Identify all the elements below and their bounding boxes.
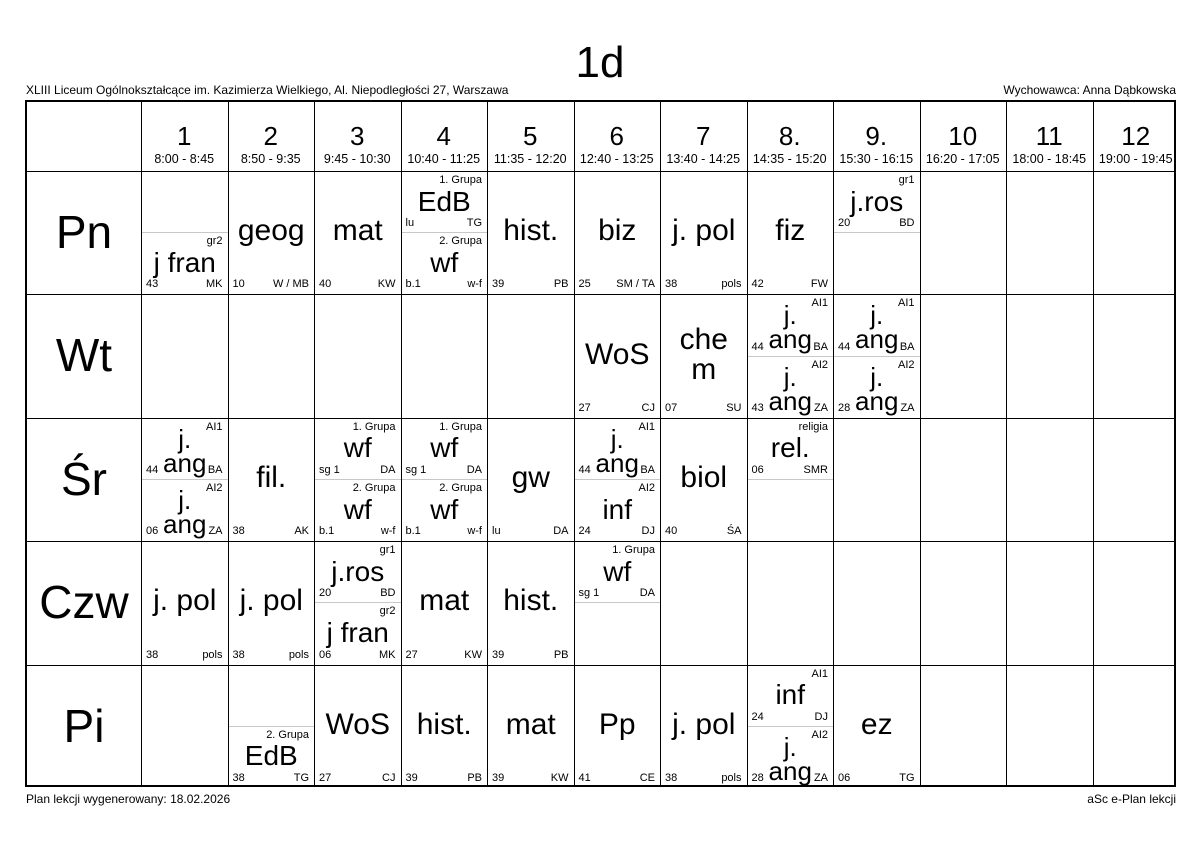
room-number: 43 [751, 401, 764, 414]
teacher-code: BA [640, 463, 655, 476]
group-label: AI2 [638, 481, 655, 494]
room-number: 06 [146, 525, 159, 538]
lesson-cell[interactable] [142, 419, 228, 541]
subject-name: Pp [598, 707, 636, 741]
teacher-code: pols [721, 771, 742, 784]
lesson-slot [575, 666, 661, 788]
subject-name: mat [505, 707, 556, 741]
lesson-cell[interactable] [575, 419, 661, 541]
teacher-code: ZA [813, 401, 828, 414]
lesson-slot [402, 172, 488, 233]
teacher-code: CJ [382, 771, 396, 784]
lesson-cell[interactable] [488, 542, 574, 664]
lesson-slot [834, 172, 920, 233]
lesson-slot [488, 172, 574, 294]
lesson-cell[interactable] [661, 172, 747, 294]
subject-name: biol [680, 460, 728, 494]
period-time: 16:20 - 17:05 [925, 152, 1000, 166]
lesson-cell[interactable] [661, 419, 747, 541]
room-number: 27 [405, 648, 418, 661]
group-label: AI1 [811, 297, 828, 310]
lesson-slot [402, 542, 488, 664]
subject-name: wf [430, 246, 459, 278]
room-number: 38 [146, 648, 159, 661]
teacher-code: MK [206, 278, 223, 291]
lesson-slot [748, 727, 834, 788]
teacher-code: TG [293, 771, 309, 784]
subject-name: wf [430, 493, 459, 525]
room-number: 06 [319, 648, 332, 661]
group-label: 1. Grupa [612, 544, 655, 557]
room-number: 27 [319, 771, 332, 784]
room-number: 40 [665, 525, 678, 538]
teacher-code: W / MB [272, 278, 309, 291]
subject-name: wf [603, 555, 632, 587]
lesson-slot [834, 233, 920, 294]
period-number: 8. [778, 121, 801, 151]
subject-name: mat [332, 214, 383, 248]
lesson-slot [402, 666, 488, 788]
lesson-cell[interactable] [402, 172, 488, 294]
lesson-cell[interactable] [834, 666, 920, 788]
subject-name: j. ang [595, 423, 639, 478]
period-time: 10:40 - 11:25 [407, 152, 481, 166]
teacher-code: CE [639, 771, 655, 784]
group-label: 2. Grupa [266, 728, 309, 741]
teacher-code: PB [467, 771, 482, 784]
group-label: AI1 [638, 420, 655, 433]
room-number: 20 [319, 587, 332, 600]
room-number: 44 [838, 340, 851, 353]
lesson-slot [575, 172, 661, 294]
lesson-cell[interactable] [229, 419, 315, 541]
teacher-code: w-f [467, 525, 482, 538]
room-number: 27 [578, 401, 591, 414]
room-number: 07 [665, 401, 678, 414]
teacher-code: SM / TA [616, 278, 655, 291]
column-divider [920, 102, 921, 785]
teacher-code: DA [380, 463, 396, 476]
room-number: 39 [405, 771, 418, 784]
group-label: gr2 [206, 235, 223, 248]
column-divider [1006, 102, 1007, 785]
period-header [141, 102, 228, 171]
teacher-code: BA [899, 340, 915, 353]
lesson-cell[interactable] [315, 172, 401, 294]
group-label: 2. Grupa [439, 235, 482, 248]
room-number: 10 [232, 278, 245, 291]
period-time: 11:35 - 12:20 [493, 152, 567, 166]
period-number: 11 [1035, 121, 1063, 151]
teacher-code: SU [726, 401, 742, 414]
group-label: AI2 [897, 358, 915, 371]
subject-name: wf [343, 493, 372, 525]
subject-name: fiz [775, 214, 806, 248]
lesson-slot [229, 419, 315, 541]
room-number: 40 [319, 278, 332, 291]
subject-name: j fran [153, 246, 216, 278]
teacher-code: ZA [208, 525, 223, 538]
lesson-slot [661, 666, 747, 788]
teacher-code: MK [379, 648, 396, 661]
class-title: 1d [575, 38, 625, 87]
group-label: AI2 [811, 728, 828, 741]
lesson-slot [748, 172, 834, 294]
period-number: 6 [609, 121, 624, 151]
room-number: 25 [578, 278, 591, 291]
subject-name: WoS [585, 337, 650, 371]
lesson-cell[interactable] [748, 666, 834, 788]
subject-name: che m [679, 322, 728, 386]
subject-name: j. ang [768, 300, 812, 355]
subject-name: wf [430, 432, 459, 464]
teacher-code: w-f [380, 525, 396, 538]
room-number: lu [492, 525, 501, 538]
lesson-slot [748, 295, 834, 356]
lesson-cell[interactable] [315, 419, 401, 541]
lesson-slot [575, 419, 661, 480]
day-label: Pn [55, 206, 113, 258]
room-number: 41 [578, 771, 591, 784]
lesson-slot [402, 419, 488, 480]
period-header [487, 102, 574, 171]
subject-name: EdB [417, 185, 471, 217]
lesson-cell[interactable] [142, 542, 228, 664]
lesson-slot [661, 172, 747, 294]
lesson-cell[interactable] [488, 419, 574, 541]
teacher-code: DA [639, 587, 655, 600]
subject-name: j. pol [672, 214, 736, 248]
period-number: 7 [696, 121, 711, 151]
room-number: 24 [578, 525, 591, 538]
teacher-code: TG [466, 217, 482, 230]
room-number: 38 [665, 278, 678, 291]
teacher-code: DJ [641, 525, 655, 538]
teacher-code: SMR [803, 463, 828, 476]
subject-name: hist. [416, 707, 472, 741]
subject-name: j.ros [331, 555, 385, 587]
lesson-cell[interactable] [575, 172, 661, 294]
room-number: 39 [492, 648, 505, 661]
generated-date: Plan lekcji wygenerowany: 18.02.2026 [26, 792, 231, 806]
subject-name: j. ang [768, 731, 812, 786]
period-number: 4 [436, 121, 451, 151]
subject-name: WoS [325, 707, 390, 741]
period-header [833, 102, 920, 171]
group-label: AI1 [205, 420, 223, 433]
room-number: sg 1 [319, 463, 340, 476]
lesson-slot [142, 542, 228, 664]
lesson-cell[interactable] [748, 172, 834, 294]
room-number: sg 1 [578, 587, 600, 600]
lesson-cell[interactable] [575, 542, 661, 664]
app-brand: aSc e-Plan lekcji [1087, 792, 1176, 806]
lesson-slot [488, 542, 574, 664]
group-label: religia [798, 420, 828, 433]
period-header [660, 102, 747, 171]
room-number: 39 [492, 278, 505, 291]
group-label: gr2 [379, 605, 396, 618]
room-number: 44 [578, 463, 591, 476]
subject-name: inf [775, 679, 806, 711]
teacher-code: BD [380, 587, 396, 600]
teacher-code: pols [202, 648, 223, 661]
room-number: 42 [751, 278, 764, 291]
group-label: AI1 [897, 297, 915, 310]
room-number: 06 [838, 771, 851, 784]
teacher-code: DJ [814, 710, 828, 723]
teacher-code: BD [899, 217, 915, 230]
lesson-slot [748, 357, 834, 418]
room-number: 38 [232, 771, 245, 784]
group-label: AI1 [811, 667, 828, 680]
lesson-cell[interactable] [402, 542, 488, 664]
subject-name: inf [602, 493, 633, 525]
lesson-slot [661, 419, 747, 541]
lesson-slot [315, 666, 401, 788]
period-time: 19:00 - 19:45 [1098, 152, 1173, 166]
group-label: AI2 [205, 481, 223, 494]
teacher-code: CJ [641, 401, 655, 414]
subject-name: j. pol [153, 584, 217, 618]
lesson-cell[interactable] [402, 419, 488, 541]
period-header [747, 102, 834, 171]
room-number: 38 [665, 771, 678, 784]
period-time: 8:00 - 8:45 [154, 152, 215, 166]
lesson-slot [315, 480, 401, 541]
room-number: 44 [751, 340, 764, 353]
teacher-code: PB [553, 648, 569, 661]
room-number: b.1 [319, 525, 335, 538]
homeroom-teacher: Wychowawca: Anna Dąbkowska [1003, 83, 1176, 97]
period-time: 18:00 - 18:45 [1012, 152, 1087, 166]
period-number: 5 [523, 121, 538, 151]
teacher-code: BA [207, 463, 223, 476]
period-header [401, 102, 488, 171]
lesson-cell[interactable] [315, 666, 401, 788]
day-label: Czw [39, 576, 129, 629]
period-time: 12:40 - 13:25 [579, 152, 654, 166]
period-number: 2 [263, 121, 278, 151]
subject-name: j. ang [768, 361, 812, 416]
period-header [574, 102, 661, 171]
lesson-cell[interactable] [575, 295, 661, 417]
subject-name: rel. [770, 432, 810, 464]
subject-name: mat [419, 584, 470, 618]
lesson-slot [315, 419, 401, 480]
room-number: 44 [146, 463, 159, 476]
teacher-code: BA [813, 340, 828, 353]
period-time: 13:40 - 14:25 [666, 152, 741, 166]
teacher-code: PB [553, 278, 569, 291]
lesson-slot [142, 419, 228, 480]
subject-name: gw [511, 460, 550, 494]
period-header [314, 102, 401, 171]
subject-name: j.ros [850, 185, 904, 217]
lesson-slot [142, 172, 228, 233]
group-label: 2. Grupa [352, 481, 396, 494]
subject-name: j. ang [855, 300, 899, 355]
teacher-code: DA [466, 463, 482, 476]
room-number: 43 [146, 278, 159, 291]
lesson-slot [748, 419, 834, 480]
lesson-slot [834, 666, 920, 788]
period-number: 1 [177, 121, 192, 151]
room-number: 38 [232, 525, 245, 538]
group-label: 1. Grupa [439, 420, 482, 433]
room-number: 06 [751, 463, 764, 476]
group-label: gr1 [898, 174, 915, 186]
period-header [920, 102, 1007, 171]
teacher-code: pols [288, 648, 309, 661]
teacher-code: DA [553, 525, 569, 538]
room-number: sg 1 [405, 463, 427, 476]
subject-name: j. pol [672, 707, 736, 741]
lesson-slot [229, 172, 315, 294]
teacher-code: KW [550, 771, 569, 784]
lesson-cell[interactable] [834, 172, 920, 294]
lesson-slot [229, 666, 315, 727]
room-number: 24 [751, 710, 764, 723]
subject-name: j. pol [239, 584, 303, 618]
lesson-slot [229, 542, 315, 664]
lesson-cell[interactable] [661, 666, 747, 788]
teacher-code: TG [899, 771, 915, 784]
period-time: 15:30 - 16:15 [839, 152, 914, 166]
day-label: Pi [63, 699, 105, 752]
subject-name: hist. [503, 584, 559, 618]
group-label: 1. Grupa [352, 420, 396, 433]
room-number: 28 [751, 771, 764, 784]
period-number: 3 [350, 121, 365, 151]
room-number: lu [405, 217, 415, 230]
lesson-cell[interactable] [748, 419, 834, 541]
lesson-slot [575, 295, 661, 417]
teacher-code: KW [464, 648, 482, 661]
lesson-cell[interactable] [488, 172, 574, 294]
room-number: 28 [838, 401, 851, 414]
lesson-slot [142, 233, 228, 294]
day-label: Śr [61, 452, 107, 505]
room-number: b.1 [405, 278, 421, 291]
teacher-code: ZA [900, 401, 915, 414]
day-label: Wt [55, 329, 113, 382]
lesson-slot [142, 480, 228, 541]
lesson-cell[interactable] [661, 295, 747, 417]
lesson-slot [834, 357, 920, 418]
group-label: gr1 [379, 544, 396, 557]
lesson-cell[interactable] [488, 666, 574, 788]
group-label: 2. Grupa [439, 481, 482, 494]
subject-name: fil. [256, 460, 287, 494]
room-number: 38 [232, 648, 245, 661]
column-divider [1093, 102, 1094, 785]
lesson-slot [575, 542, 661, 603]
lesson-slot [315, 172, 401, 294]
lesson-slot [748, 666, 834, 727]
teacher-code: pols [721, 278, 742, 291]
lesson-slot [315, 603, 401, 664]
lesson-cell[interactable] [229, 666, 315, 788]
lesson-slot [575, 480, 661, 541]
lesson-cell[interactable] [402, 666, 488, 788]
period-number: 12 [1121, 121, 1151, 151]
period-time: 8:50 - 9:35 [240, 152, 301, 166]
lesson-cell[interactable] [229, 172, 315, 294]
period-number: 9. [865, 121, 888, 151]
group-label: 1. Grupa [439, 174, 482, 186]
lesson-slot [575, 603, 661, 664]
group-label: AI2 [811, 358, 828, 371]
lesson-cell[interactable] [834, 295, 920, 417]
teacher-code: ŚA [726, 525, 742, 538]
lesson-cell[interactable] [748, 295, 834, 417]
teacher-code: KW [377, 278, 396, 291]
subject-name: j. ang [163, 423, 207, 478]
subject-name: ez [860, 707, 893, 741]
lesson-slot [402, 480, 488, 541]
school-name: XLIII Liceum Ogólnokształcące im. Kazimierza Wielkiego, Al. Niepodległości 27, Warszawa [26, 83, 509, 97]
lesson-cell[interactable] [575, 666, 661, 788]
subject-name: EdB [244, 740, 298, 772]
lesson-cell[interactable] [229, 542, 315, 664]
subject-name: hist. [503, 214, 559, 248]
teacher-code: AK [294, 525, 309, 538]
room-number: 39 [492, 771, 505, 784]
subject-name: j. ang [163, 484, 207, 539]
period-header [228, 102, 315, 171]
lesson-cell[interactable] [315, 542, 401, 664]
period-header [1006, 102, 1093, 171]
lesson-slot [488, 666, 574, 788]
period-number: 10 [948, 121, 978, 151]
period-time: 9:45 - 10:30 [323, 152, 391, 166]
lesson-slot [661, 295, 747, 417]
teacher-code: FW [810, 278, 828, 291]
room-number: b.1 [405, 525, 421, 538]
teacher-code: w-f [467, 278, 482, 291]
lesson-cell[interactable] [142, 172, 228, 294]
lesson-slot [834, 295, 920, 356]
timetable-grid [25, 100, 1176, 787]
subject-name: biz [598, 214, 637, 248]
lesson-slot [315, 542, 401, 603]
lesson-slot [488, 419, 574, 541]
room-number: 20 [838, 217, 851, 230]
lesson-slot [229, 727, 315, 788]
period-time: 14:35 - 15:20 [752, 152, 827, 166]
teacher-code: ZA [813, 771, 828, 784]
subject-name: geog [237, 214, 305, 248]
lesson-slot [748, 480, 834, 541]
subject-name: j. ang [855, 361, 899, 416]
subject-name: j fran [326, 616, 389, 648]
lesson-slot [402, 233, 488, 294]
subject-name: wf [343, 432, 372, 464]
period-header [1093, 102, 1180, 171]
